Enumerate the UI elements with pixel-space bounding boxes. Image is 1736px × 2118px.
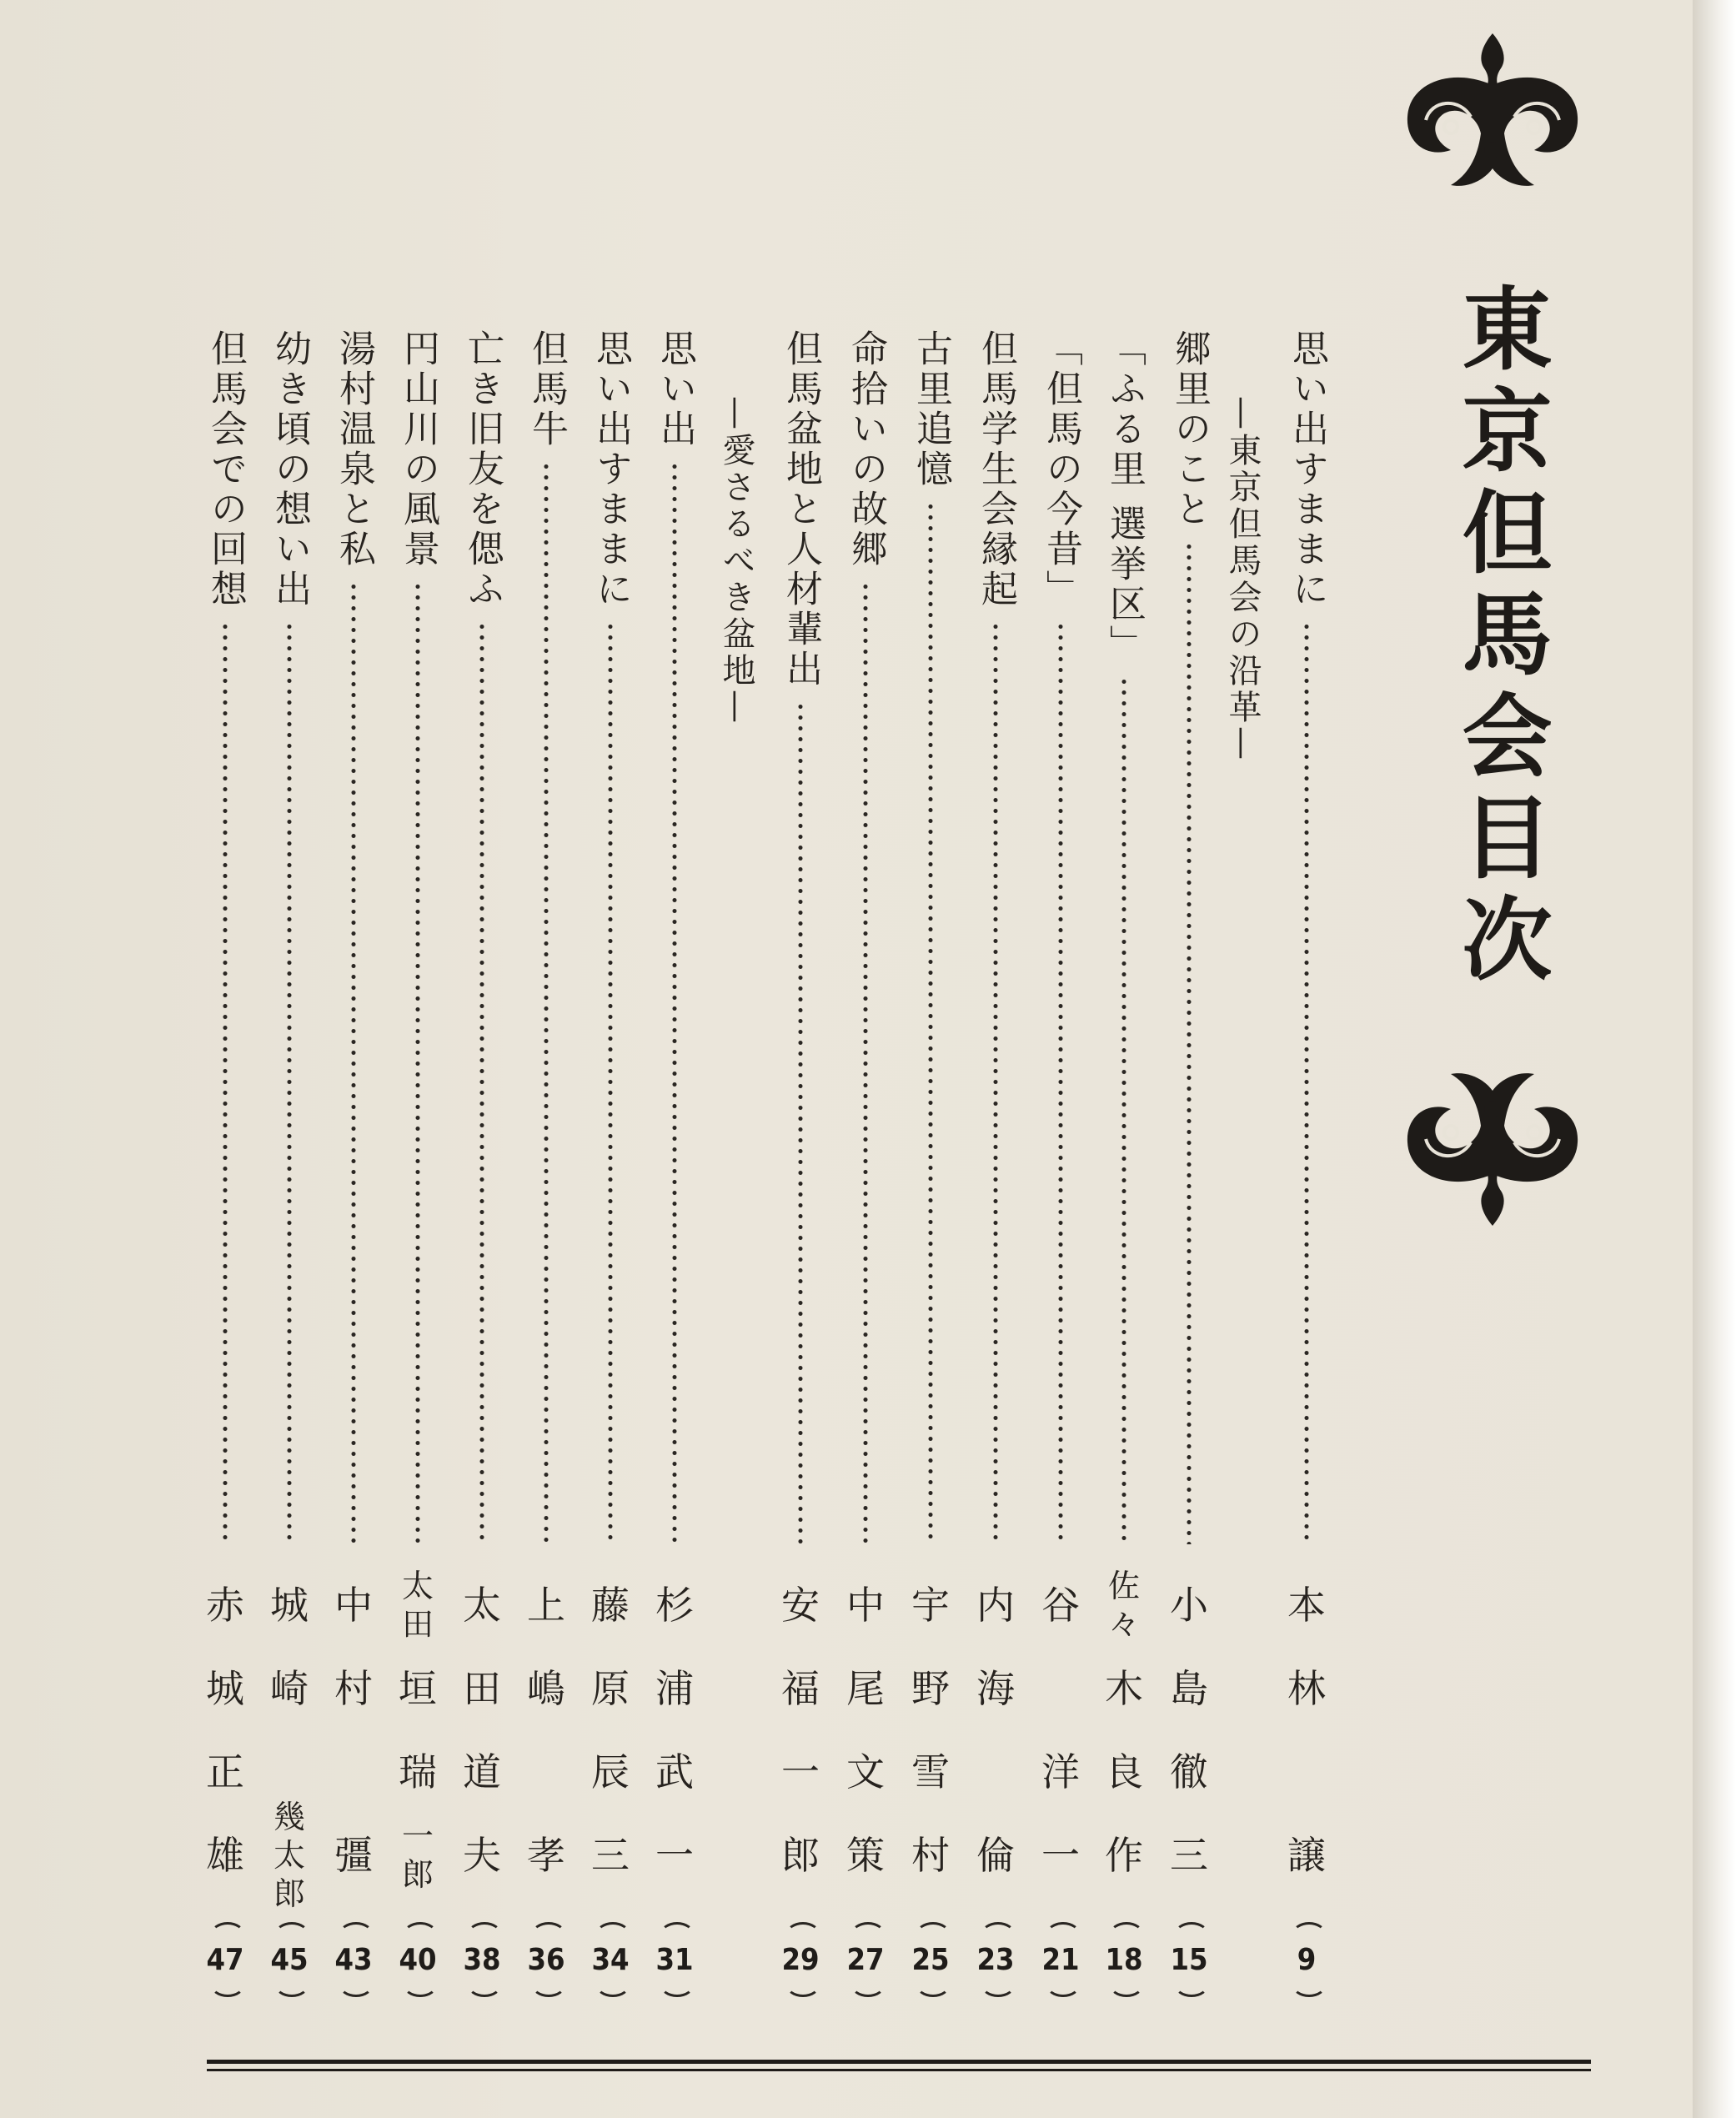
toc-entry[interactable] (389, 329, 447, 1985)
entry-title: 「但馬の今昔」 (1040, 329, 1082, 610)
author-char: 作 (1105, 1833, 1143, 1878)
author-char: 武 (655, 1749, 694, 1794)
author-char (966, 1730, 1025, 1814)
dot-leader (797, 701, 804, 1544)
entry-author (260, 1563, 319, 1912)
page-edge (1693, 0, 1736, 2118)
author-char: 一 郎 (401, 1818, 434, 1893)
page-number: 40 (389, 1922, 447, 1997)
entry-author (517, 1563, 575, 1897)
toc-entry[interactable] (645, 329, 704, 1985)
author-char: 藤 (591, 1583, 630, 1628)
toc-entry[interactable] (1277, 329, 1336, 1985)
entry-author (389, 1563, 447, 1897)
toc-entry[interactable] (836, 329, 895, 1985)
author-char: 原 (591, 1666, 630, 1711)
author-char: 郎 (781, 1833, 820, 1878)
dot-leader (1186, 541, 1192, 1544)
author-char: 倫 (976, 1833, 1015, 1878)
entry-author (771, 1563, 830, 1897)
dot-leader (479, 621, 485, 1544)
author-char (1277, 1730, 1336, 1814)
page-number: 31 (645, 1922, 704, 1997)
bottom-rule-thin (207, 2069, 1591, 2071)
entry-title: 但馬会での回想 (204, 329, 247, 610)
entry-author (1277, 1563, 1336, 1897)
toc-entry[interactable] (901, 329, 960, 1985)
toc-entry[interactable] (1031, 329, 1090, 1985)
page-number: 45 (260, 1922, 319, 1997)
author-char: 崎 (270, 1666, 309, 1711)
author-char: 三 (591, 1833, 630, 1878)
dot-leader (1121, 676, 1127, 1544)
author-char: 策 (846, 1833, 885, 1878)
author-char: 一 (655, 1833, 694, 1878)
entry-author (196, 1563, 254, 1897)
author-char (1031, 1647, 1090, 1730)
author-char (517, 1730, 575, 1814)
entry-title: 但馬盆地と人材輩出 (780, 329, 822, 690)
author-char: 正 (206, 1749, 244, 1794)
entry-title: 但馬牛 (525, 329, 568, 449)
author-char: 瑞 (399, 1749, 437, 1794)
entry-title: 古里追憶 (910, 329, 952, 489)
author-char: 一 (1041, 1833, 1080, 1878)
dot-leader (414, 581, 421, 1544)
dot-leader (671, 461, 678, 1544)
toc-entry[interactable] (324, 329, 383, 1985)
author-char: 譲 (1287, 1833, 1326, 1878)
author-char: 垣 (399, 1666, 437, 1711)
dot-leader (607, 621, 614, 1544)
page-number: 47 (196, 1922, 254, 1997)
entry-author (966, 1563, 1025, 1897)
page-number: 15 (1160, 1922, 1218, 1997)
page-number: 9 (1277, 1922, 1336, 1997)
entry-author (324, 1563, 383, 1897)
author-char: 上 (527, 1583, 565, 1628)
author-char: 尾 (846, 1666, 885, 1711)
entry-title: 思い出 (654, 329, 696, 449)
author-char: 徹 (1170, 1749, 1208, 1794)
author-char: 雄 (206, 1833, 244, 1878)
entry-author (836, 1563, 895, 1897)
entry-title: 思い出すままに (590, 329, 632, 610)
entry-title: 幼き頃の想い出 (268, 329, 311, 610)
dot-leader (1303, 621, 1310, 1544)
entry-author (453, 1563, 511, 1897)
dot-leader (1057, 621, 1064, 1544)
author-char: 海 (976, 1666, 1015, 1711)
author-char: 野 (911, 1666, 950, 1711)
author-char: 赤 (206, 1583, 244, 1628)
author-char: 三 (1170, 1833, 1208, 1878)
author-char: 島 (1170, 1666, 1208, 1711)
bottom-rule (207, 2060, 1591, 2064)
author-char: 内 (976, 1583, 1015, 1628)
author-char: 良 (1105, 1749, 1143, 1794)
author-char: 孝 (527, 1833, 565, 1878)
entry-author (645, 1563, 704, 1897)
toc-entry[interactable] (196, 329, 254, 1985)
entry-author (1160, 1563, 1218, 1897)
author-char: 木 (1105, 1666, 1143, 1711)
author-char: 村 (334, 1666, 373, 1711)
page-number: 27 (836, 1922, 895, 1997)
entry-author (581, 1563, 640, 1897)
page-number: 23 (966, 1922, 1025, 1997)
entry-subtitle: —東京但馬会の沿革— (1223, 396, 1262, 763)
entry-title: 円山川の風景 (397, 329, 439, 570)
author-char: 彊 (334, 1833, 373, 1878)
author-char: 城 (206, 1666, 244, 1711)
entry-title: 命拾いの故郷 (845, 329, 887, 570)
author-char: 夫 (463, 1833, 501, 1878)
author-char: 文 (846, 1749, 885, 1794)
dot-leader (543, 461, 549, 1544)
entry-title: 但馬学生会縁起 (975, 329, 1017, 610)
author-char: 安 (781, 1583, 820, 1628)
author-char: 城 (270, 1583, 309, 1628)
author-char: 中 (334, 1583, 373, 1628)
author-char: 洋 (1041, 1749, 1080, 1794)
dot-leader (286, 621, 293, 1544)
page-number: 34 (581, 1922, 640, 1997)
page-number: 29 (771, 1922, 830, 1997)
author-char: 辰 (591, 1749, 630, 1794)
toc-entry[interactable] (260, 329, 319, 1985)
author-char: 小 (1170, 1583, 1208, 1628)
author-char: 本 (1287, 1583, 1326, 1628)
toc-entry[interactable] (771, 329, 830, 1985)
dot-leader (862, 581, 869, 1544)
author-char: 宇 (911, 1583, 950, 1628)
entry-author (1031, 1563, 1090, 1897)
author-char: 浦 (655, 1666, 694, 1711)
page-number: 43 (324, 1922, 383, 1997)
author-char: 雪 (911, 1749, 950, 1794)
toc-entry[interactable] (1160, 329, 1218, 1985)
toc-entry[interactable] (1095, 329, 1153, 1985)
fleuron-ornament-bottom (1401, 1059, 1584, 1226)
author-char: 嶋 (527, 1666, 565, 1711)
toc-entry[interactable] (453, 329, 511, 1985)
author-char: 村 (911, 1833, 950, 1878)
entry-author (1095, 1563, 1153, 1897)
author-char: 杉 (655, 1583, 694, 1628)
entry-title: 湯村温泉と私 (333, 329, 375, 570)
entry-title: 「ふる里 選挙区」 (1103, 329, 1146, 665)
entry-title: 郷里のこと (1168, 329, 1211, 530)
page-number: 38 (453, 1922, 511, 1997)
author-char: 太 田 (401, 1568, 434, 1643)
author-char: 福 (781, 1666, 820, 1711)
toc-entry[interactable] (517, 329, 575, 1985)
author-char: 一 (781, 1749, 820, 1794)
author-char: 谷 (1041, 1583, 1080, 1628)
page-number: 36 (517, 1922, 575, 1997)
dot-leader (350, 581, 357, 1544)
dot-leader (927, 501, 934, 1544)
entry-subtitle: —愛さるべき盆地— (717, 396, 755, 726)
toc-entry[interactable] (966, 329, 1025, 1985)
page-number: 25 (901, 1922, 960, 1997)
author-char (324, 1730, 383, 1814)
page-title: 東京但馬会目次 (1447, 282, 1552, 994)
author-char: 中 (846, 1583, 885, 1628)
dot-leader (992, 621, 999, 1544)
toc-entry[interactable] (581, 329, 640, 1985)
dot-leader (222, 621, 228, 1544)
page-number: 18 (1095, 1922, 1153, 1997)
author-char: 佐 々 (1107, 1568, 1140, 1643)
entry-author (901, 1563, 960, 1897)
author-char: 幾 太 郎 (273, 1799, 305, 1912)
entry-title: 亡き旧友を偲ふ (461, 329, 504, 610)
page-number: 21 (1031, 1922, 1090, 1997)
fleuron-ornament-top (1401, 33, 1584, 200)
author-char: 林 (1287, 1666, 1326, 1711)
author-char: 道 (463, 1749, 501, 1794)
author-char: 田 (463, 1666, 501, 1711)
entry-title: 思い出すままに (1286, 329, 1328, 610)
author-char: 太 (463, 1583, 501, 1628)
